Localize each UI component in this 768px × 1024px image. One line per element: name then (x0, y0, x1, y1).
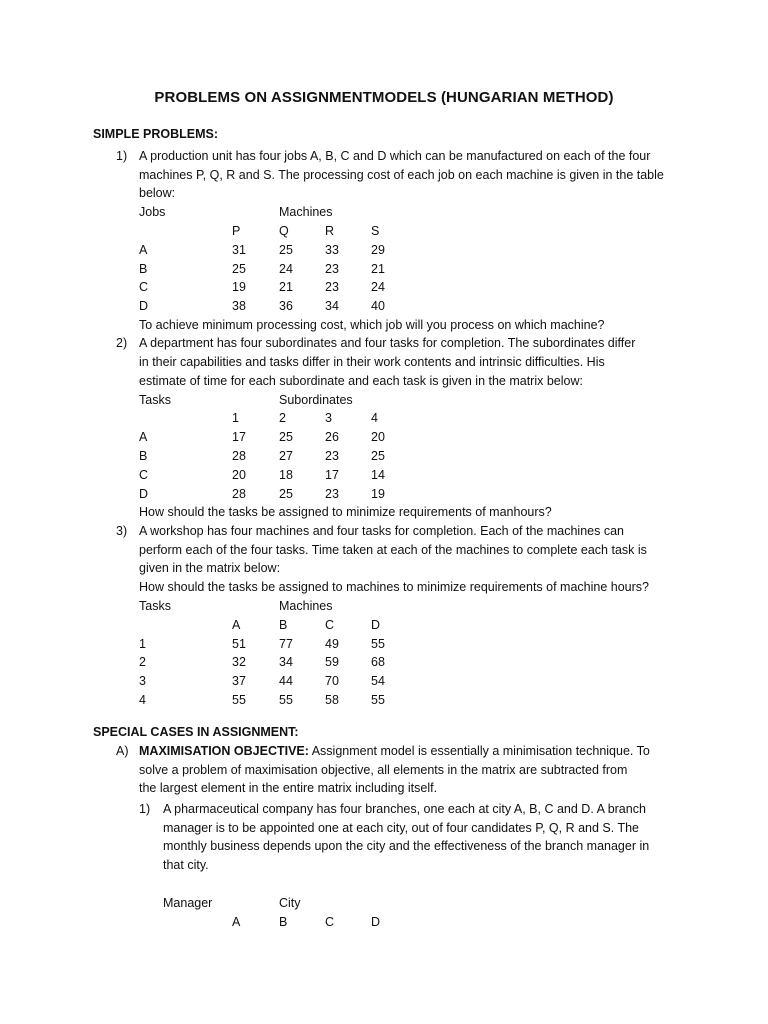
table-column-group-header: Subordinates (279, 393, 353, 407)
table-cell: 25 (279, 430, 293, 444)
column-header: A (232, 618, 241, 632)
table-row-label-header: Manager (163, 896, 213, 910)
row-label: 1 (139, 637, 146, 651)
row-label: C (139, 280, 149, 294)
row-label: C (139, 468, 149, 482)
table-cell: 58 (325, 693, 339, 707)
problem-text-line: in their capabilities and tasks differ in their work contents and intrinsic difficulties. His (139, 355, 605, 369)
problem-text-line: estimate of time for each subordinate and each task is given in the matrix below: (139, 374, 583, 388)
table-cell: 55 (371, 693, 385, 707)
row-label: B (139, 262, 148, 276)
problem-number: 2) (116, 336, 128, 350)
problem-question: How should the tasks be assigned to minimize requirements of manhours? (139, 505, 552, 519)
column-header: C (325, 915, 335, 929)
table-cell: 37 (232, 674, 246, 688)
table-column-group-header: City (279, 896, 301, 910)
table-cell: 32 (232, 655, 246, 669)
table-cell: 24 (279, 262, 293, 276)
special-cases-heading: SPECIAL CASES IN ASSIGNMENT: (93, 725, 299, 739)
problem-text-line: perform each of the four tasks. Time taken at each of the machines to complete each task is (139, 543, 647, 557)
table-column-group-header: Machines (279, 205, 333, 219)
table-cell: 40 (371, 299, 385, 313)
problem-text-line: A workshop has four machines and four tasks for completion. Each of the machines can (139, 524, 624, 538)
sub-problem-number: 1) (139, 802, 151, 816)
row-label: D (139, 487, 149, 501)
table-cell: 34 (325, 299, 339, 313)
table-cell: 23 (325, 487, 339, 501)
column-header: C (325, 618, 335, 632)
table-cell: 21 (279, 280, 293, 294)
problem-text-line: How should the tasks be assigned to machines to minimize requirements of machine hours? (139, 580, 649, 594)
table-cell: 34 (279, 655, 293, 669)
column-header: Q (279, 224, 289, 238)
sub-problem-text-line: that city. (163, 858, 209, 872)
column-header: R (325, 224, 335, 238)
special-case-title: MAXIMISATION OBJECTIVE: (139, 744, 309, 758)
table-cell: 21 (371, 262, 385, 276)
column-header: P (232, 224, 241, 238)
simple-problems-heading: SIMPLE PROBLEMS: (93, 127, 219, 141)
table-cell: 36 (279, 299, 293, 313)
column-header: D (371, 618, 381, 632)
table-cell: 68 (371, 655, 385, 669)
row-label: 4 (139, 693, 146, 707)
table-cell: 31 (232, 243, 246, 257)
sub-problem-text-line: A pharmaceutical company has four branches, one each at city A, B, C and D. A branch (163, 802, 646, 816)
problem-text-line: below: (139, 186, 176, 200)
problem-question: To achieve minimum processing cost, which job will you process on which machine? (139, 318, 605, 332)
table-cell: 23 (325, 449, 339, 463)
table-cell: 70 (325, 674, 339, 688)
special-case-text-line: the largest element in the entire matrix including itself. (139, 781, 438, 795)
table-cell: 19 (371, 487, 385, 501)
table-column-group-header: Machines (279, 599, 333, 613)
table-row-label-header: Jobs (139, 205, 166, 219)
table-cell: 23 (325, 262, 339, 276)
column-header: 4 (371, 411, 378, 425)
problem-number: 1) (116, 149, 128, 163)
sub-problem-text-line: monthly business depends upon the city and the effectiveness of the branch manager in (163, 839, 650, 853)
table-cell: 19 (232, 280, 246, 294)
table-cell: 23 (325, 280, 339, 294)
column-header: A (232, 915, 241, 929)
table-cell: 33 (325, 243, 339, 257)
table-cell: 20 (232, 468, 246, 482)
column-header: 1 (232, 411, 239, 425)
special-case-letter: A) (116, 744, 129, 758)
row-label: B (139, 449, 148, 463)
page-title: PROBLEMS ON ASSIGNMENTMODELS (HUNGARIAN METHOD) (154, 89, 614, 106)
column-header: 2 (279, 411, 286, 425)
table-cell: 51 (232, 637, 246, 651)
problem-text-line: machines P, Q, R and S. The processing cost of each job on each machine is given in the table (139, 168, 664, 182)
column-header: 3 (325, 411, 332, 425)
table-cell: 20 (371, 430, 385, 444)
table-cell: 28 (232, 449, 246, 463)
sub-problem-text-line: manager is to be appointed one at each city, out of four candidates P, Q, R and S. The (163, 821, 640, 835)
table-cell: 18 (279, 468, 293, 482)
problem-text-line: A production unit has four jobs A, B, C and D which can be manufactured on each of the four (139, 149, 651, 163)
column-header: D (371, 915, 381, 929)
row-label: A (139, 430, 148, 444)
column-header: B (279, 915, 288, 929)
table-cell: 25 (371, 449, 385, 463)
table-cell: 28 (232, 487, 246, 501)
table-cell: 55 (279, 693, 293, 707)
table-cell: 25 (279, 487, 293, 501)
table-cell: 44 (279, 674, 293, 688)
row-label: A (139, 243, 148, 257)
table-cell: 55 (232, 693, 246, 707)
table-cell: 26 (325, 430, 339, 444)
table-cell: 25 (232, 262, 246, 276)
table-row-label-header: Tasks (139, 599, 171, 613)
table-cell: 38 (232, 299, 246, 313)
problem-text-line: A department has four subordinates and four tasks for completion. The subordinates differ (139, 336, 636, 350)
problem-text-line: given in the matrix below: (139, 561, 281, 575)
table-cell: 77 (279, 637, 293, 651)
table-cell: 24 (371, 280, 385, 294)
row-label: D (139, 299, 149, 313)
table-cell: 17 (325, 468, 339, 482)
table-cell: 55 (371, 637, 385, 651)
problem-number: 3) (116, 524, 128, 538)
special-case-text: Assignment model is essentially a minimisation technique. To (308, 744, 650, 758)
table-cell: 54 (371, 674, 385, 688)
special-case-text-line: solve a problem of maximisation objective, all elements in the matrix are subtracted from (139, 763, 628, 777)
table-cell: 25 (279, 243, 293, 257)
table-cell: 59 (325, 655, 339, 669)
column-header: S (371, 224, 380, 238)
row-label: 3 (139, 674, 146, 688)
table-cell: 27 (279, 449, 293, 463)
special-case-first-line (139, 744, 650, 758)
table-cell: 29 (371, 243, 385, 257)
table-cell: 17 (232, 430, 246, 444)
column-header: B (279, 618, 288, 632)
table-row-label-header: Tasks (139, 393, 171, 407)
row-label: 2 (139, 655, 146, 669)
table-cell: 49 (325, 637, 339, 651)
table-cell: 14 (371, 468, 385, 482)
